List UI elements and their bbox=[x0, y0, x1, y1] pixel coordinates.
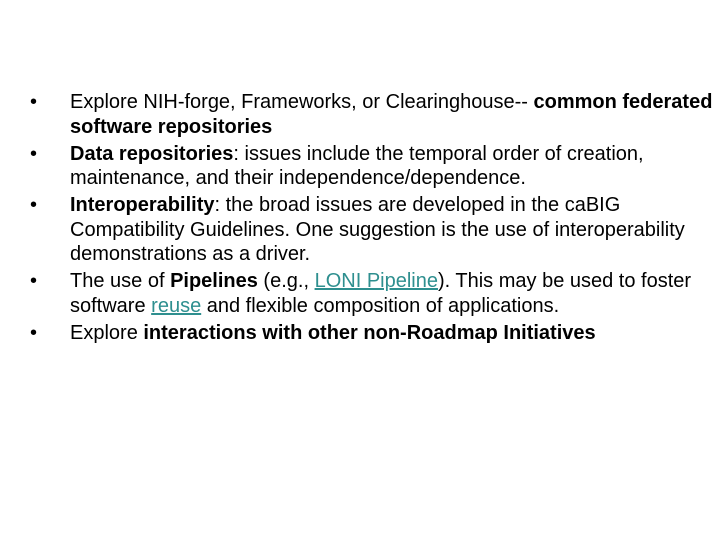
bullet-item-interactions bbox=[30, 321, 716, 346]
bullet-item-repositories bbox=[30, 90, 716, 139]
bullet-text: Explore NIH-forge, Frameworks, or Clearinghouse-- bbox=[70, 91, 528, 113]
bullet-text: The use of bbox=[70, 270, 171, 292]
bullet-bold-text: common federated software repositories bbox=[70, 91, 713, 138]
bullet-bold-text: interactions with other non-Roadmap Initiatives bbox=[143, 321, 596, 344]
reuse-link[interactable]: reuse bbox=[151, 294, 202, 317]
bullet-marker: • bbox=[30, 91, 38, 113]
bullet-item-pipelines bbox=[30, 269, 716, 318]
bullet-text: ). This may be used to foster software bbox=[70, 270, 692, 317]
bullet-bold-text: Pipelines bbox=[170, 270, 258, 292]
bullet-marker: • bbox=[30, 194, 38, 216]
bullet-item-data-repositories bbox=[30, 142, 716, 191]
bullet-text: and flexible composition of applications. bbox=[201, 294, 560, 317]
loni-pipeline-link[interactable]: LONI Pipeline bbox=[314, 270, 438, 292]
bullet-text: (e.g., bbox=[257, 270, 315, 292]
bullet-marker: • bbox=[30, 321, 38, 344]
bullet-marker: • bbox=[30, 142, 38, 165]
bullet-text: Explore bbox=[70, 321, 144, 344]
bullet-text: : issues include the temporal order of creation, maintenance, and their independence/dependence. bbox=[70, 142, 644, 189]
bullet-bold-text: Data repositories bbox=[70, 142, 234, 165]
bullet-item-interoperability bbox=[30, 193, 716, 267]
bullet-bold-text: Interoperability bbox=[70, 194, 215, 216]
bullet-list bbox=[30, 90, 716, 348]
bullet-marker: • bbox=[30, 270, 38, 292]
bullet-text: : the broad issues are developed in the caBIG Compatibility Guidelines. One suggestion is the use of interoperability demonstrations as a driver. bbox=[70, 194, 685, 265]
